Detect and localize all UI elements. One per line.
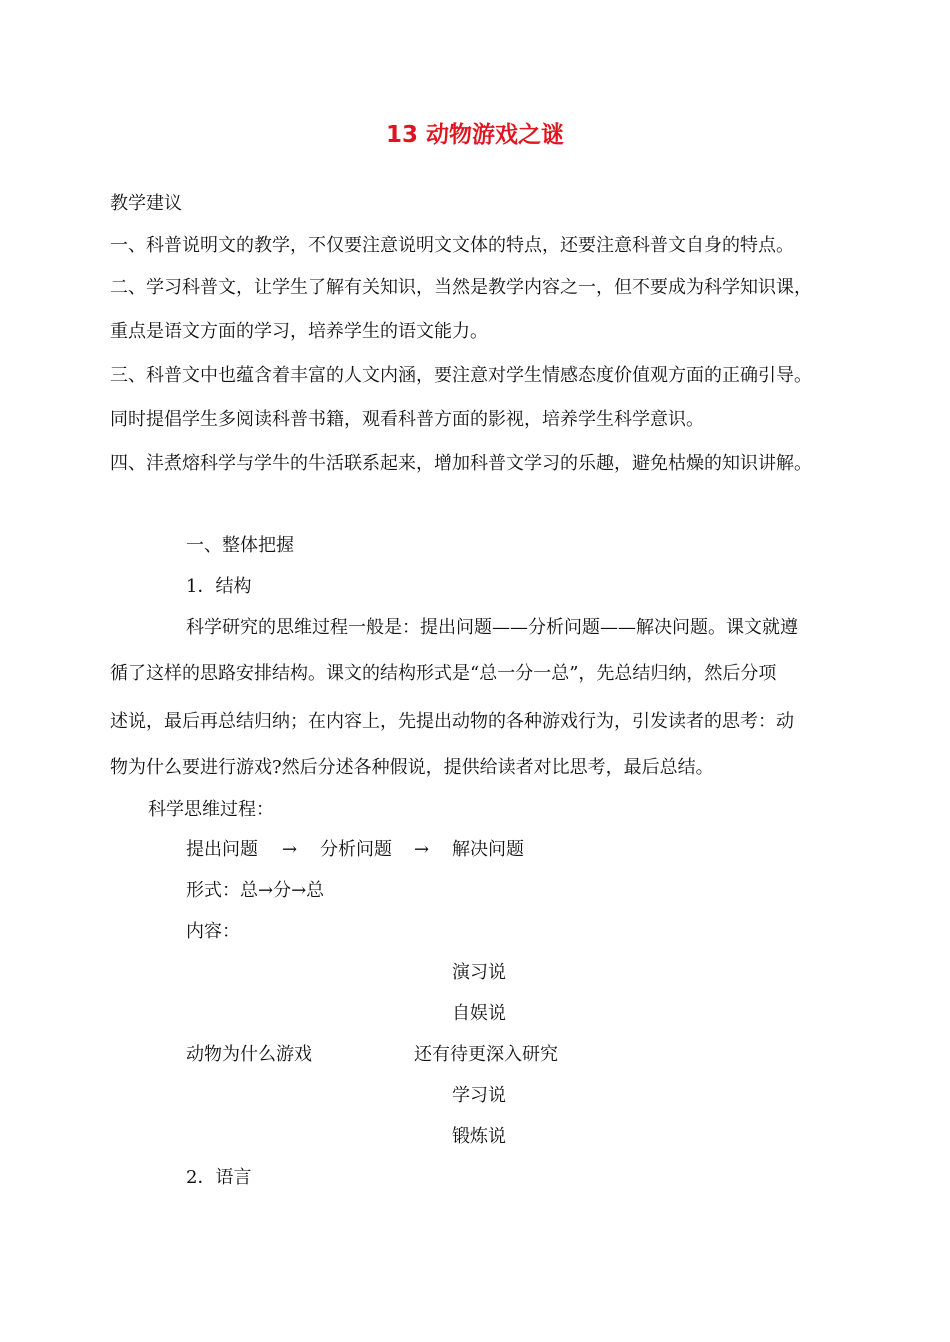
hypothesis-learning: 学习说 — [452, 1085, 506, 1106]
diagram-question: 动物为什么游戏 — [186, 1044, 312, 1065]
thinking-process-label: 科学思维过程： — [148, 799, 274, 820]
advice-heading: 教学建议 — [110, 193, 182, 214]
hypothesis-rehearsal: 演习说 — [452, 962, 506, 983]
paragraph-line-4: 物为什么要进行游戏?然后分述各种假说，提供给读者对比思考，最后总结。 — [110, 757, 714, 778]
process-step-raise: 提出问题 — [186, 839, 258, 860]
arrow-right-icon: → — [282, 839, 298, 860]
advice-line-2: 二、学习科普文，让学生了解有关知识，当然是教学内容之一，但不要成为科学知识课， — [110, 277, 812, 298]
advice-line-4: 三、科普文中也蕴含着丰富的人文内涵，要注意对学生情感态度价值观方面的正确引导。 — [110, 365, 812, 386]
advice-line-1: 一、科普说明文的教学，不仅要注意说明文文体的特点，还要注意科普文自身的特点。 — [110, 235, 794, 256]
section-heading-overall: 一、整体把握 — [186, 535, 294, 556]
subheading-structure: 1．结构 — [186, 576, 252, 597]
content-label: 内容： — [186, 921, 240, 942]
process-step-solve: 解决问题 — [452, 839, 524, 860]
advice-line-5: 同时提倡学生多阅读科普书籍，观看科普方面的影视，培养学生科学意识。 — [110, 409, 704, 430]
subheading-language: 2．语言 — [186, 1167, 252, 1188]
process-step-analyze: 分析问题 — [320, 839, 392, 860]
hypothesis-self-amusement: 自娱说 — [452, 1003, 506, 1024]
paragraph-line-2: 循了这样的思路安排结构。课文的结构形式是“总一分一总”，先总结归纳，然后分项 — [110, 663, 777, 684]
document-title: 13 动物游戏之谜 — [385, 122, 564, 148]
form-line: 形式：总→分→总 — [186, 880, 325, 901]
diagram-center: 还有待更深入研究 — [414, 1044, 558, 1065]
hypothesis-exercise: 锻炼说 — [452, 1126, 506, 1147]
advice-line-3: 重点是语文方面的学习，培养学生的语文能力。 — [110, 321, 488, 342]
paragraph-line-1: 科学研究的思维过程一般是：提出问题——分析问题——解决问题。课文就遵 — [186, 617, 798, 638]
advice-line-6: 四、沣煮熔科学与学牛的牛活联系起来，增加科普文学习的乐趣，避免枯燥的知识讲解。 — [110, 453, 812, 474]
paragraph-line-3: 述说，最后再总结归纳；在内容上，先提出动物的各种游戏行为，引发读者的思考：动 — [110, 711, 794, 732]
arrow-right-icon: → — [414, 839, 430, 860]
